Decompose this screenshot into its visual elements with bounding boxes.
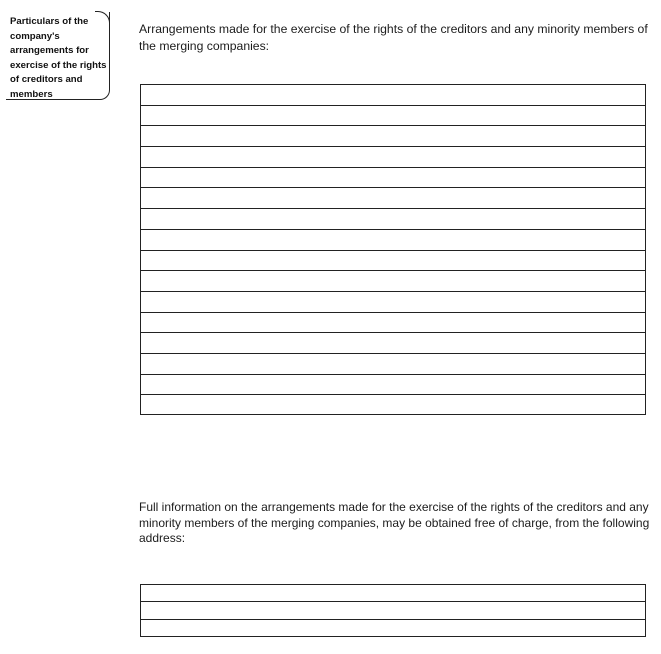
address-line <box>141 602 645 619</box>
arrangements-line <box>141 85 645 106</box>
arrangements-line <box>141 168 645 189</box>
address-line <box>141 585 645 602</box>
arrangements-line <box>141 251 645 272</box>
arrangements-line <box>141 188 645 209</box>
arrangements-line-input[interactable] <box>141 313 645 333</box>
arrangements-line-input[interactable] <box>141 375 645 395</box>
arrangements-line <box>141 333 645 354</box>
arrangements-line-input[interactable] <box>141 230 645 250</box>
arrangements-line-input[interactable] <box>141 147 645 167</box>
section-label-text: Particulars of the company's arrangements for exercise of the rights of creditors and members <box>10 16 107 100</box>
arrangements-line <box>141 354 645 375</box>
arrangements-line-input[interactable] <box>141 354 645 374</box>
arrangements-line <box>141 375 645 396</box>
arrangements-line-input[interactable] <box>141 209 645 229</box>
arrangements-line <box>141 271 645 292</box>
arrangements-line-input[interactable] <box>141 126 645 146</box>
arrangements-lines-box <box>140 84 646 415</box>
arrangements-line-input[interactable] <box>141 395 645 416</box>
arrangements-prompt: Arrangements made for the exercise of the rights of the creditors and any minority members of the merging companies: <box>139 22 648 53</box>
arrangements-line <box>141 106 645 127</box>
arrangements-line <box>141 395 645 416</box>
address-line-input[interactable] <box>141 620 645 637</box>
arrangements-line <box>141 147 645 168</box>
address-prompt: Full information on the arrangements made for the exercise of the rights of the creditors and any minority members of the merging companies, may be obtained free of charge, from the following address: <box>139 500 650 545</box>
arrangements-line <box>141 292 645 313</box>
arrangements-line-input[interactable] <box>141 251 645 271</box>
address-line-input[interactable] <box>141 602 645 618</box>
section-label-box <box>6 12 110 100</box>
arrangements-line-input[interactable] <box>141 292 645 312</box>
arrangements-line-input[interactable] <box>141 333 645 353</box>
address-lines-box <box>140 584 646 637</box>
arrangements-line <box>141 230 645 251</box>
arrangements-line-input[interactable] <box>141 271 645 291</box>
arrangements-line <box>141 209 645 230</box>
arrangements-line-input[interactable] <box>141 85 645 105</box>
arrangements-line <box>141 126 645 147</box>
arrangements-line <box>141 313 645 334</box>
arrangements-line-input[interactable] <box>141 188 645 208</box>
arrangements-line-input[interactable] <box>141 168 645 188</box>
arrangements-line-input[interactable] <box>141 106 645 126</box>
address-line-input[interactable] <box>141 585 645 601</box>
address-line <box>141 620 645 637</box>
